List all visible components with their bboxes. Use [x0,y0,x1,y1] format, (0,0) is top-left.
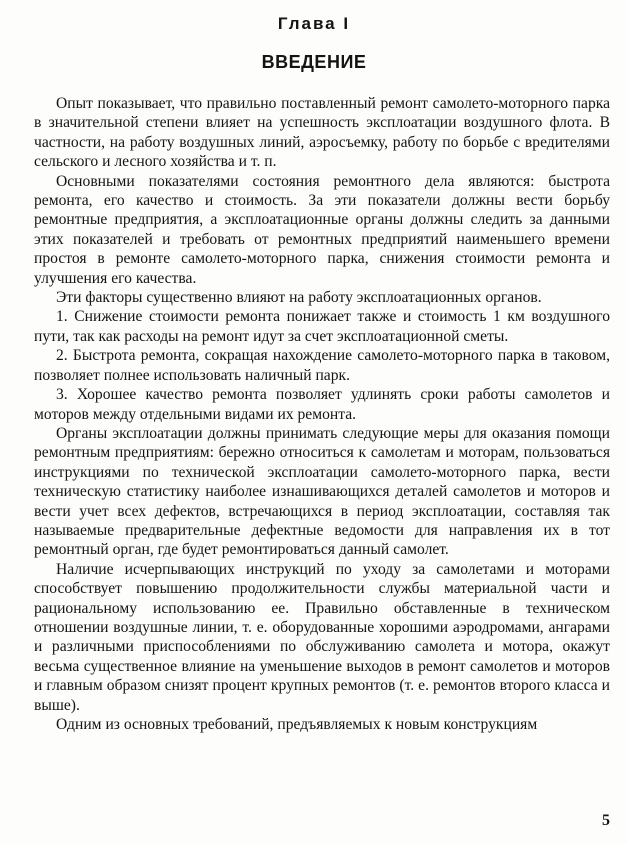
paragraph: 1. Снижение стоимости ремонта понижает также и стоимость 1 км воздушного пути, так как расходы на ремонт идут за счет эксплоатационной сметы. [34,308,610,345]
paragraph: 3. Хорошее качество ремонта позволяет удлинять сроки работы самолетов и моторов между отдельными видами их ремонта. [34,386,610,423]
paragraph: Основными показателями состояния ремонтного дела являются: быстрота ремонта, его качество и стоимость. За эти показатели должны вести борьбу ремонтные предприятия, а эксплоатационные органы должны следить за данными этих показателей и требовать от ремонтных предприятий наименьшего времени простоя в ремонте самолето-моторного парка, снижения стоимости ремонта и улучшения его качества. [34,172,610,287]
paragraph: Наличие исчерпывающих инструкций по уходу за самолетами и моторами способствует повышению продолжительности службы материальной части и рациональному использованию ее. Правильно обставленные в техническом отношении воздушные линии, т. е. оборудованные хорошими аэродромами, ангарами и различными приспособлениями по обслуживанию самолета и мотора, окажут весьма существенное влияние на уменьшение выходов в ремонт самолетов и моторов и главным образом снизят процент крупных ремонтов (т. е. ремонтов второго класса и выше). [34,560,610,714]
page-number: 5 [602,812,610,829]
chapter-heading: Глава I [277,14,351,33]
paragraph: Одним из основных требований, предъявляемых к новым конструкциям [56,716,538,733]
paragraph: 2. Быстрота ремонта, сокращая нахождение самолето-моторного парка в таковом, позволяет полнее использовать наличный парк. [34,347,610,384]
section-title: ВВЕДЕНИЕ [261,52,367,72]
body-text [34,94,610,734]
paragraph: Органы эксплоатации должны принимать следующие меры для оказания помощи ремонтным предприятиям: бережно относиться к самолетам и моторам, пользоваться инструкциями по технической эксплоатации самолето-моторного парка, вести техническую статистику наиболее изнашивающихся деталей самолетов и моторов и вести учет всех дефектов, встречающихся в период эксплоатации, составляя так называемые предварительные дефектные ведомости для направления их в тот ремонтный орган, где будет ремонтироваться данный самолет. [34,424,610,559]
paragraph: Опыт показывает, что правильно поставленный ремонт самолето-моторного парка в значительной степени влияет на успешность эксплоатации воздушного флота. В частности, на работу воздушных линий, аэросъемку, работу по борьбе с вредителями сельского и лесного хозяйства и т. п. [34,95,610,171]
paragraph: Эти факторы существенно влияют на работу эксплоатационных органов. [56,289,542,307]
